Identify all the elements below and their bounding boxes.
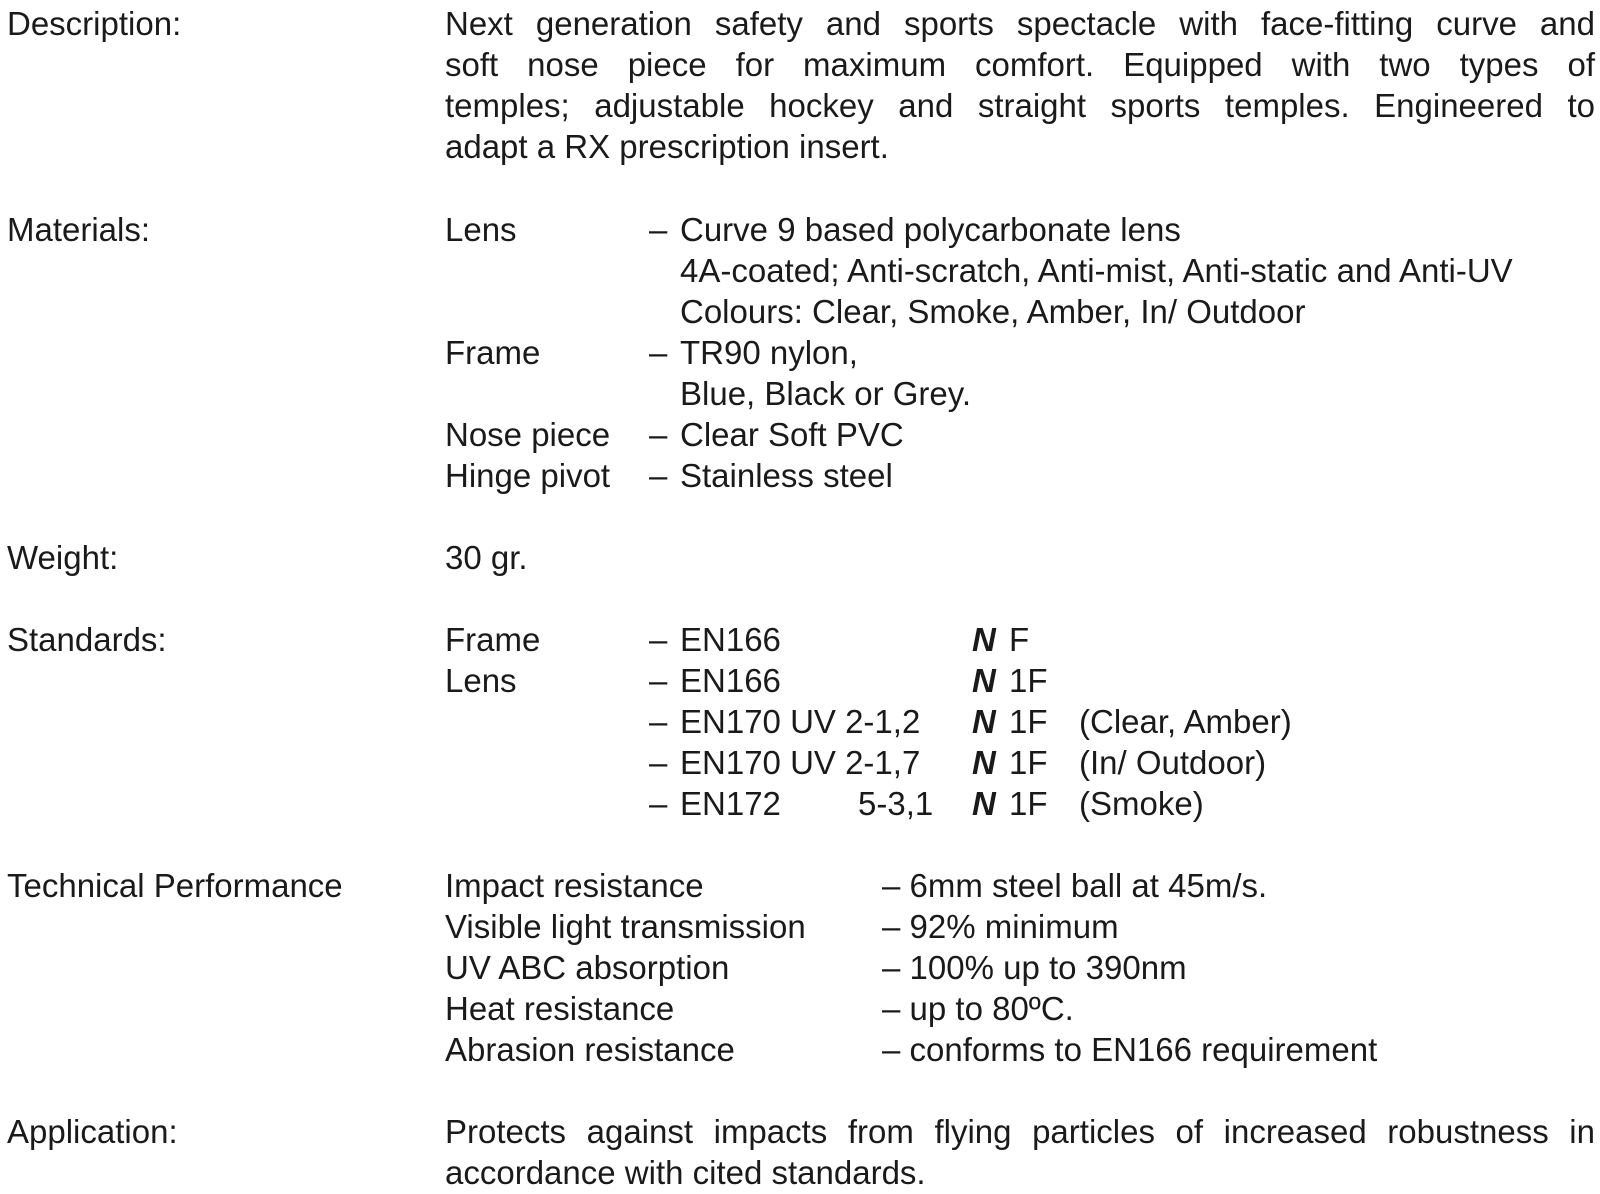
technical-value: – conforms to EN166 requirement (882, 1031, 1378, 1068)
standards-part: Lens (445, 662, 517, 699)
standards-f-mark: 1F (1009, 785, 1048, 822)
description-line: temples; adjustable hockey and straight sports temples. Engineered to (445, 87, 1595, 124)
standards-note: (Clear, Amber) (1079, 703, 1292, 740)
weight-label: Weight: (7, 539, 119, 576)
materials-label: Materials: (7, 211, 151, 248)
materials-text: Curve 9 based polycarbonate lens (680, 211, 1181, 248)
standards-code: EN166 (680, 662, 781, 699)
standards-dash: – (649, 621, 668, 658)
application-label: Application: (7, 1113, 178, 1150)
standards-n-mark: N (972, 703, 996, 740)
standards-part: Frame (445, 621, 541, 658)
technical-value: – 92% minimum (882, 908, 1119, 945)
description-line: adapt a RX prescription insert. (445, 128, 889, 165)
technical-property: Abrasion resistance (445, 1031, 735, 1068)
standards-label: Standards: (7, 621, 167, 658)
description-line: soft nose piece for maximum comfort. Equipped with two types of (445, 46, 1595, 83)
standards-f-mark: 1F (1009, 662, 1048, 699)
application-text (445, 1111, 1595, 1193)
standards-optical-class: 5-3,1 (858, 785, 934, 822)
materials-part: Nose piece (445, 416, 611, 453)
materials-text: Stainless steel (680, 457, 893, 494)
standards-n-mark: N (972, 785, 996, 822)
standards-note: (Smoke) (1079, 785, 1204, 822)
technical-value: – 6mm steel ball at 45m/s. (882, 867, 1268, 904)
technical-property: Heat resistance (445, 990, 675, 1027)
materials-text: Blue, Black or Grey. (680, 375, 971, 412)
materials-dash: – (649, 416, 668, 453)
standards-dash: – (649, 785, 668, 822)
materials-part: Frame (445, 334, 541, 371)
standards-f-mark: F (1009, 621, 1030, 658)
technical-property: Impact resistance (445, 867, 704, 904)
standards-dash: – (649, 662, 668, 699)
standards-f-mark: 1F (1009, 744, 1048, 781)
materials-text: Colours: Clear, Smoke, Amber, In/ Outdoor (680, 293, 1306, 330)
standards-dash: – (649, 744, 668, 781)
weight-body (445, 537, 528, 578)
materials-part: Lens (445, 211, 517, 248)
technical-value: – up to 80ºC. (882, 990, 1074, 1027)
standards-dash: – (649, 703, 668, 740)
materials-part: Hinge pivot (445, 457, 611, 494)
standards-n-mark: N (972, 621, 996, 658)
technical-property: UV ABC absorption (445, 949, 730, 986)
standards-code: EN170 UV 2-1,7 (680, 744, 921, 781)
standards-n-mark: N (972, 662, 996, 699)
standards-n-mark: N (972, 744, 996, 781)
technical-property: Visible light transmission (445, 908, 806, 945)
description-text (445, 3, 1595, 167)
description-line: Next generation safety and sports spectacle with face-fitting curve and (445, 5, 1595, 42)
materials-text: 4A-coated; Anti-scratch, Anti-mist, Anti-static and Anti-UV (680, 252, 1513, 289)
standards-code: EN166 (680, 621, 781, 658)
description-label: Description: (7, 5, 182, 42)
application-line: Protects against impacts from flying particles of increased robustness in (445, 1113, 1595, 1150)
standards-code: EN172 (680, 785, 781, 822)
materials-text: Clear Soft PVC (680, 416, 904, 453)
standards-f-mark: 1F (1009, 703, 1048, 740)
application-line: accordance with cited standards. (445, 1154, 926, 1191)
materials-text: TR90 nylon, (680, 334, 858, 371)
technical-performance-label: Technical Performance (7, 867, 343, 904)
weight-value: 30 gr. (445, 539, 528, 576)
materials-dash: – (649, 457, 668, 494)
materials-dash: – (649, 334, 668, 371)
standards-code: EN170 UV 2-1,2 (680, 703, 921, 740)
materials-dash: – (649, 211, 668, 248)
technical-value: – 100% up to 390nm (882, 949, 1187, 986)
standards-note: (In/ Outdoor) (1079, 744, 1267, 781)
